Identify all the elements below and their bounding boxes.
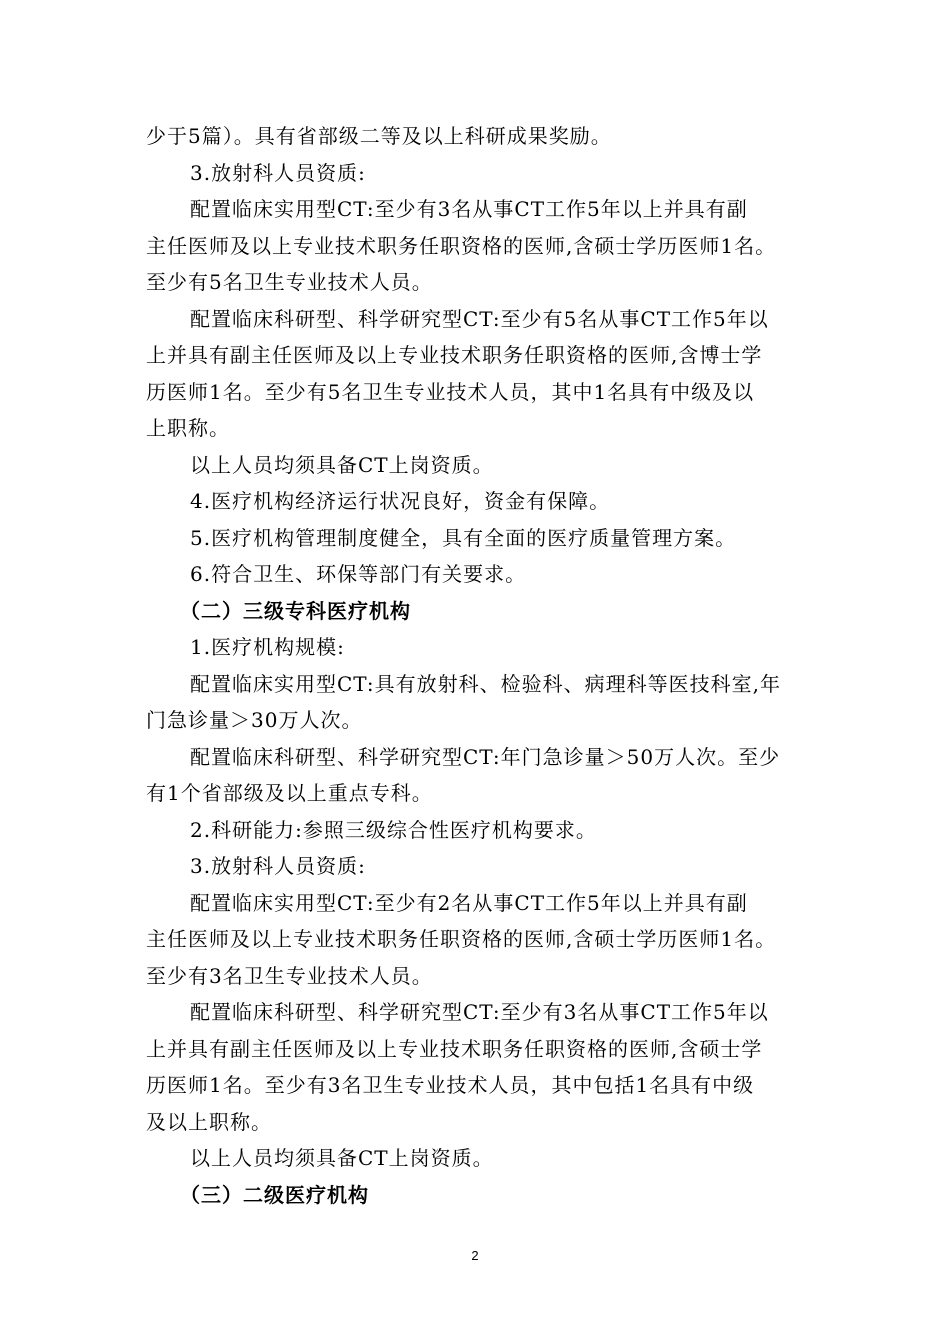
text-line: 上并具有副主任医师及以上专业技术职务任职资格的医师,含博士学 bbox=[146, 343, 763, 367]
text-line: 6.符合卫生、环保等部门有关要求。 bbox=[190, 562, 527, 586]
text-line: 配置临床科研型、科学研究型CT:至少有5名从事CT工作5年以 bbox=[190, 306, 769, 331]
text-line: 主任医师及以上专业技术职务任职资格的医师,含硕士学历医师1名。 bbox=[146, 927, 777, 951]
text-line: 配置临床科研型、科学研究型CT:年门急诊量＞50万人次。至少 bbox=[190, 744, 781, 769]
text-line: 配置临床实用型CT:至少有2名从事CT工作5年以上并具有副 bbox=[190, 890, 748, 915]
text-line: 以上人员均须具备CT上岗资质。 bbox=[190, 1146, 494, 1170]
text-line: 门急诊量＞30万人次。 bbox=[146, 708, 363, 732]
text-line: 历医师1名。至少有3名卫生专业技术人员，其中包括1名具有中级 bbox=[146, 1073, 755, 1097]
text-line: 3.放射科人员资质: bbox=[190, 160, 366, 185]
text-line: 4.医疗机构经济运行状况良好，资金有保障。 bbox=[190, 489, 611, 513]
text-line: 少于5篇）。具有省部级二等及以上科研成果奖励。 bbox=[146, 124, 612, 148]
text-line: 至少有5名卫生专业技术人员。 bbox=[146, 270, 433, 294]
text-line: 以上人员均须具备CT上岗资质。 bbox=[190, 452, 494, 477]
text-line: 1.医疗机构规模: bbox=[190, 635, 345, 659]
text-line: 3.放射科人员资质: bbox=[190, 854, 366, 878]
text-line: 有1个省部级及以上重点专科。 bbox=[146, 781, 433, 805]
text-line: 上职称。 bbox=[146, 416, 230, 440]
page-number: 2 bbox=[471, 1248, 479, 1263]
text-line: 主任医师及以上专业技术职务任职资格的医师,含硕士学历医师1名。 bbox=[146, 233, 777, 258]
text-line: 配置临床科研型、科学研究型CT:至少有3名从事CT工作5年以 bbox=[190, 1000, 769, 1024]
text-line: 5.医疗机构管理制度健全，具有全面的医疗质量管理方案。 bbox=[190, 525, 737, 550]
text-line: 配置临床实用型CT:至少有3名从事CT工作5年以上并具有副 bbox=[190, 197, 748, 221]
text-line: 历医师1名。至少有5名卫生专业技术人员，其中1名具有中级及以 bbox=[146, 379, 755, 404]
section-heading: （二）三级专科医疗机构 bbox=[180, 598, 411, 623]
body-text bbox=[146, 118, 816, 1213]
text-line: 2.科研能力:参照三级综合性医疗机构要求。 bbox=[190, 817, 597, 842]
section-heading: （三）二级医疗机构 bbox=[180, 1182, 369, 1207]
text-line: 配置临床实用型CT:具有放射科、检验科、病理科等医技科室,年 bbox=[190, 671, 782, 696]
text-line: 及以上职称。 bbox=[146, 1109, 272, 1134]
text-line: 至少有3名卫生专业技术人员。 bbox=[146, 963, 433, 988]
text-line: 上并具有副主任医师及以上专业技术职务任职资格的医师,含硕士学 bbox=[146, 1036, 763, 1061]
